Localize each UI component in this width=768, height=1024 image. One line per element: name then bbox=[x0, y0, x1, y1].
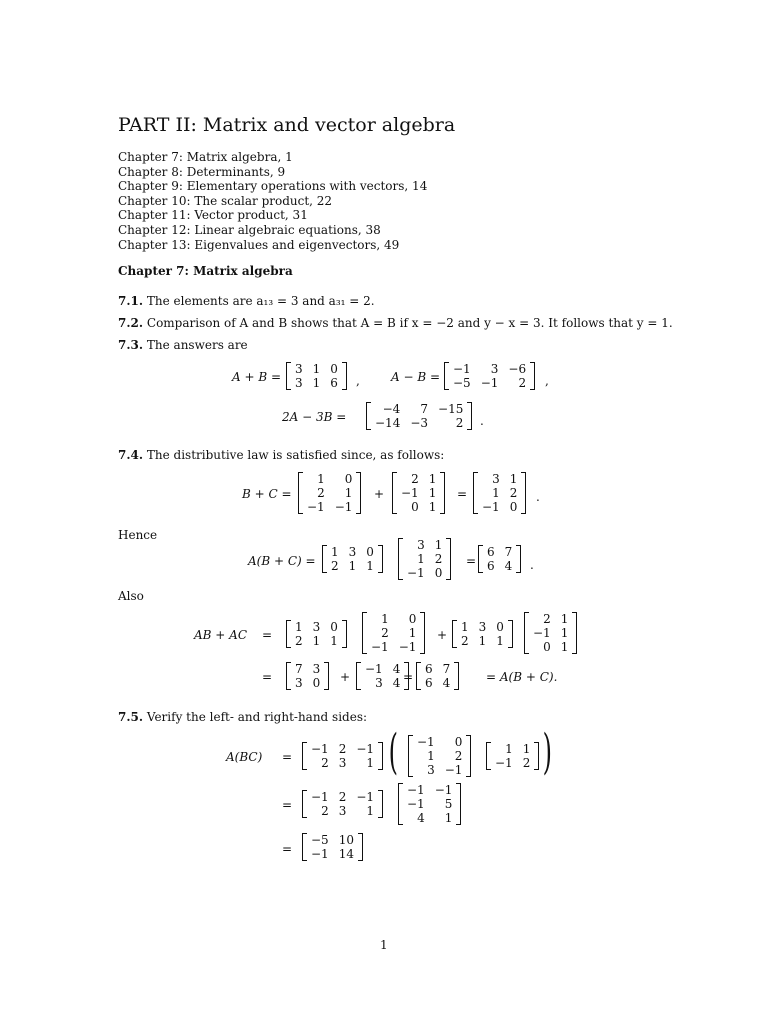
matrix bbox=[370, 402, 468, 430]
matrix-cell: 1 bbox=[408, 626, 417, 640]
problem-7-1 bbox=[118, 294, 375, 308]
matrix-row bbox=[290, 620, 343, 634]
toc-item: Chapter 10: The scalar product, 22 bbox=[118, 193, 333, 208]
matrix-row bbox=[302, 500, 357, 514]
matrix-row bbox=[326, 559, 379, 573]
matrix-table bbox=[490, 742, 535, 770]
matrix-cell: −14 bbox=[375, 416, 401, 430]
matrix bbox=[477, 472, 522, 514]
matrix-cell: 0 bbox=[543, 640, 551, 654]
matrix-cell: −3 bbox=[410, 416, 429, 430]
part-title: PART II: Matrix and vector algebra bbox=[118, 114, 456, 136]
matrix-cell: −4 bbox=[382, 402, 401, 416]
matrix-cell: −1 bbox=[401, 486, 419, 500]
matrix-cell: 1 bbox=[366, 804, 375, 818]
matrix-row bbox=[448, 362, 531, 376]
matrix bbox=[290, 620, 343, 648]
matrix bbox=[326, 545, 379, 573]
matrix-cell: 7 bbox=[420, 402, 429, 416]
matrix-row bbox=[290, 376, 343, 390]
matrix-table bbox=[456, 620, 509, 648]
matrix-row bbox=[290, 362, 343, 376]
matrix bbox=[360, 662, 405, 690]
matrix-row bbox=[420, 662, 455, 676]
eq-label: A(B + C) = bbox=[248, 554, 316, 568]
matrix-row bbox=[396, 472, 441, 486]
matrix-row bbox=[402, 783, 457, 797]
matrix-cell: 1 bbox=[560, 640, 569, 654]
equals: = bbox=[262, 628, 273, 642]
matrix-row bbox=[366, 640, 421, 654]
matrix-table bbox=[290, 620, 343, 648]
matrix-cell: 6 bbox=[425, 676, 433, 690]
matrix-cell: 14 bbox=[338, 847, 354, 861]
matrix-row bbox=[490, 756, 535, 770]
matrix-cell: −6 bbox=[508, 362, 527, 376]
matrix-cell: 4 bbox=[417, 811, 425, 825]
matrix-row bbox=[448, 376, 531, 390]
matrix-cell: 2 bbox=[321, 804, 329, 818]
matrix bbox=[412, 735, 467, 777]
matrix-cell: 3 bbox=[490, 362, 499, 376]
matrix-row bbox=[302, 486, 357, 500]
period: . bbox=[536, 490, 540, 504]
matrix-table bbox=[448, 362, 531, 390]
chapter-heading: Chapter 7: Matrix algebra bbox=[118, 264, 293, 278]
matrix-cell: 1 bbox=[312, 362, 321, 376]
matrix-cell: 0 bbox=[330, 620, 338, 634]
problem-7-2 bbox=[118, 316, 673, 330]
matrix-cell: 2 bbox=[295, 634, 303, 648]
matrix-row bbox=[412, 749, 467, 763]
toc-item: Chapter 13: Eigenvalues and eigenvectors, 49 bbox=[118, 237, 400, 252]
matrix-cell: 7 bbox=[442, 662, 451, 676]
matrix-cell: 2 bbox=[454, 749, 463, 763]
matrix-row bbox=[306, 804, 379, 818]
matrix-row bbox=[477, 472, 522, 486]
matrix-cell: 6 bbox=[330, 376, 338, 390]
matrix-table bbox=[302, 472, 357, 514]
matrix-row bbox=[326, 545, 379, 559]
matrix-cell: 3 bbox=[295, 362, 303, 376]
matrix-cell: 2 bbox=[434, 552, 443, 566]
matrix-row bbox=[412, 763, 467, 777]
equals: = bbox=[282, 842, 293, 856]
matrix-cell: −1 bbox=[407, 783, 425, 797]
matrix-table bbox=[412, 735, 467, 777]
matrix-cell: −1 bbox=[307, 500, 325, 514]
matrix-table bbox=[477, 472, 522, 514]
matrix bbox=[396, 472, 441, 514]
matrix-cell: 3 bbox=[312, 620, 321, 634]
comma: , bbox=[545, 374, 549, 388]
toc-item: Chapter 11: Vector product, 31 bbox=[118, 208, 308, 223]
matrix-cell: 1 bbox=[366, 756, 375, 770]
matrix-cell: 3 bbox=[492, 472, 500, 486]
problem-number: 7.3. bbox=[118, 338, 144, 352]
matrix-cell: 1 bbox=[312, 634, 321, 648]
matrix-cell: −1 bbox=[495, 756, 513, 770]
equals: = bbox=[262, 670, 273, 684]
problem-number: 7.5. bbox=[118, 710, 144, 724]
toc-item: Chapter 8: Determinants, 9 bbox=[118, 164, 286, 179]
matrix-row bbox=[402, 811, 457, 825]
matrix-cell: −15 bbox=[438, 402, 464, 416]
matrix bbox=[482, 545, 517, 573]
matrix-cell: 1 bbox=[317, 472, 325, 486]
matrix-row bbox=[412, 735, 467, 749]
matrix-row bbox=[490, 742, 535, 756]
matrix-cell: 3 bbox=[427, 763, 435, 777]
problem-number: 7.1. bbox=[118, 294, 144, 308]
matrix-cell: −1 bbox=[371, 640, 389, 654]
matrix bbox=[306, 742, 379, 770]
matrix-cell: 1 bbox=[417, 552, 425, 566]
matrix-cell: −5 bbox=[311, 833, 329, 847]
matrix-cell: 0 bbox=[330, 362, 338, 376]
problem-text: Verify the left- and right-hand sides: bbox=[146, 710, 368, 724]
matrix-table bbox=[482, 545, 517, 573]
matrix-cell: 0 bbox=[454, 735, 463, 749]
matrix-cell: 7 bbox=[504, 545, 513, 559]
matrix-cell: 4 bbox=[392, 676, 401, 690]
matrix bbox=[528, 612, 573, 654]
problem-7-3 bbox=[118, 338, 248, 352]
matrix-cell: 2 bbox=[317, 486, 325, 500]
matrix-cell: −1 bbox=[482, 500, 500, 514]
matrix-cell: 5 bbox=[444, 797, 453, 811]
matrix-row bbox=[456, 620, 509, 634]
matrix-cell: −1 bbox=[334, 500, 353, 514]
result-text: = A(B + C). bbox=[486, 670, 558, 684]
equals: = bbox=[466, 554, 477, 568]
eq-label: A − B = bbox=[391, 370, 441, 384]
matrix-cell: 3 bbox=[338, 756, 347, 770]
matrix-cell: −1 bbox=[356, 790, 375, 804]
equals: = bbox=[282, 798, 293, 812]
matrix-cell: 1 bbox=[427, 749, 435, 763]
matrix-row bbox=[306, 790, 379, 804]
matrix-cell: 2 bbox=[321, 756, 329, 770]
matrix-row bbox=[528, 612, 573, 626]
matrix-cell: 2 bbox=[461, 634, 469, 648]
problem-text: The elements are a₁₃ = 3 and a₃₁ = 2. bbox=[146, 294, 375, 308]
matrix-cell: 3 bbox=[348, 545, 357, 559]
eq-label: B + C = bbox=[242, 487, 292, 501]
matrix bbox=[448, 362, 531, 390]
matrix bbox=[402, 538, 447, 580]
matrix-row bbox=[302, 472, 357, 486]
matrix-cell: 1 bbox=[295, 620, 303, 634]
matrix-table bbox=[396, 472, 441, 514]
matrix-row bbox=[360, 676, 405, 690]
matrix-cell: 0 bbox=[434, 566, 443, 580]
matrix-cell: 1 bbox=[428, 500, 437, 514]
hence-label: Hence bbox=[118, 528, 158, 542]
matrix-cell: 4 bbox=[504, 559, 513, 573]
equals: = bbox=[403, 670, 414, 684]
matrix-cell: −1 bbox=[533, 626, 551, 640]
matrix-cell: 0 bbox=[366, 545, 374, 559]
equals: = bbox=[457, 487, 468, 501]
matrix-cell: −1 bbox=[453, 362, 471, 376]
matrix-row bbox=[420, 676, 455, 690]
matrix-row bbox=[477, 486, 522, 500]
matrix-cell: −1 bbox=[311, 790, 329, 804]
matrix-cell: 0 bbox=[408, 612, 417, 626]
equals: = bbox=[282, 750, 293, 764]
matrix-table bbox=[402, 783, 457, 825]
matrix-row bbox=[528, 640, 573, 654]
eq-label: 2A − 3B = bbox=[282, 410, 347, 424]
matrix-cell: 0 bbox=[312, 676, 321, 690]
toc-item: Chapter 7: Matrix algebra, 1 bbox=[118, 150, 293, 164]
matrix-cell: −1 bbox=[417, 735, 435, 749]
matrix-row bbox=[396, 486, 441, 500]
matrix-row bbox=[402, 566, 447, 580]
matrix-cell: 4 bbox=[392, 662, 401, 676]
matrix-table bbox=[306, 790, 379, 818]
matrix-row bbox=[402, 797, 457, 811]
matrix-table bbox=[370, 402, 468, 430]
matrix-cell: −1 bbox=[365, 662, 383, 676]
matrix-row bbox=[456, 634, 509, 648]
matrix-row bbox=[482, 545, 517, 559]
matrix-table bbox=[326, 545, 379, 573]
matrix-cell: 0 bbox=[411, 500, 419, 514]
matrix-cell: 2 bbox=[411, 472, 419, 486]
matrix-row bbox=[290, 634, 343, 648]
matrix-row bbox=[306, 847, 359, 861]
period: . bbox=[480, 414, 484, 428]
matrix-cell: 1 bbox=[492, 486, 500, 500]
matrix-cell: 2 bbox=[509, 486, 518, 500]
matrix bbox=[306, 790, 379, 818]
matrix-row bbox=[402, 552, 447, 566]
problem-text: The distributive law is satisfied since, as follows: bbox=[146, 448, 445, 462]
matrix-cell: 1 bbox=[505, 742, 513, 756]
matrix-cell: 1 bbox=[444, 811, 453, 825]
matrix-cell: −5 bbox=[453, 376, 471, 390]
matrix bbox=[420, 662, 455, 690]
matrix-row bbox=[482, 559, 517, 573]
matrix-row bbox=[306, 742, 379, 756]
matrix bbox=[302, 472, 357, 514]
matrix bbox=[456, 620, 509, 648]
matrix-cell: −1 bbox=[398, 640, 417, 654]
matrix-cell: 1 bbox=[434, 538, 443, 552]
matrix-cell: 3 bbox=[295, 376, 303, 390]
matrix bbox=[290, 662, 325, 690]
also-label: Also bbox=[118, 589, 144, 603]
matrix-cell: 1 bbox=[560, 626, 569, 640]
matrix-cell: 3 bbox=[295, 676, 303, 690]
matrix-cell: 1 bbox=[428, 486, 437, 500]
matrix bbox=[306, 833, 359, 861]
matrix-cell: 1 bbox=[330, 634, 338, 648]
matrix-cell: −1 bbox=[480, 376, 499, 390]
matrix-cell: 1 bbox=[428, 472, 437, 486]
matrix-row bbox=[290, 662, 325, 676]
problem-text: The answers are bbox=[146, 338, 248, 352]
matrix-cell: 6 bbox=[425, 662, 433, 676]
matrix-row bbox=[396, 500, 441, 514]
matrix-cell: 2 bbox=[455, 416, 464, 430]
matrix-cell: 1 bbox=[366, 559, 374, 573]
matrix-cell: 1 bbox=[461, 620, 469, 634]
matrix-cell: 3 bbox=[417, 538, 425, 552]
plus: + bbox=[437, 628, 448, 642]
toc-item: Chapter 12: Linear algebraic equations, 38 bbox=[118, 222, 381, 237]
matrix-cell: 0 bbox=[509, 500, 518, 514]
matrix-cell: −1 bbox=[356, 742, 375, 756]
matrix-cell: 2 bbox=[331, 559, 339, 573]
matrix-table bbox=[290, 362, 343, 390]
matrix-cell: 4 bbox=[442, 676, 451, 690]
matrix-cell: 1 bbox=[509, 472, 518, 486]
matrix-row bbox=[366, 626, 421, 640]
page-number: 1 bbox=[380, 938, 388, 952]
matrix-table bbox=[366, 612, 421, 654]
eq-label: AB + AC bbox=[194, 628, 248, 642]
matrix-cell: −1 bbox=[434, 783, 453, 797]
eq-label: A + B = bbox=[232, 370, 282, 384]
matrix-cell: 1 bbox=[344, 486, 353, 500]
matrix-cell: 6 bbox=[487, 545, 495, 559]
matrix-cell: 7 bbox=[295, 662, 303, 676]
matrix-table bbox=[528, 612, 573, 654]
toc-item: Chapter 9: Elementary operations with vectors, 14 bbox=[118, 179, 428, 194]
matrix-cell: −1 bbox=[407, 566, 425, 580]
matrix-row bbox=[306, 833, 359, 847]
matrix-cell: 0 bbox=[496, 620, 504, 634]
matrix-cell: 1 bbox=[381, 612, 389, 626]
matrix-cell: 3 bbox=[338, 804, 347, 818]
matrix-row bbox=[370, 416, 468, 430]
matrix-cell: 2 bbox=[543, 612, 551, 626]
period: . bbox=[530, 558, 534, 572]
matrix-table bbox=[290, 662, 325, 690]
matrix-row bbox=[370, 402, 468, 416]
matrix-cell: −1 bbox=[407, 797, 425, 811]
table-of-contents bbox=[118, 150, 427, 252]
matrix-cell: 2 bbox=[338, 742, 347, 756]
matrix-cell: 1 bbox=[478, 634, 487, 648]
problem-7-4 bbox=[118, 448, 444, 462]
matrix bbox=[366, 612, 421, 654]
matrix-cell: 2 bbox=[338, 790, 347, 804]
matrix-table bbox=[306, 742, 379, 770]
matrix-table bbox=[420, 662, 455, 690]
matrix-cell: 1 bbox=[348, 559, 357, 573]
matrix-cell: 10 bbox=[338, 833, 354, 847]
matrix-cell: 0 bbox=[344, 472, 353, 486]
matrix-cell: 1 bbox=[496, 634, 504, 648]
matrix-row bbox=[290, 676, 325, 690]
matrix-row bbox=[477, 500, 522, 514]
matrix bbox=[402, 783, 457, 825]
matrix-cell: 2 bbox=[381, 626, 389, 640]
matrix-row bbox=[528, 626, 573, 640]
matrix-cell: −1 bbox=[311, 742, 329, 756]
left-paren: ( bbox=[388, 724, 399, 780]
matrix-cell: 1 bbox=[312, 376, 321, 390]
matrix-cell: 3 bbox=[478, 620, 487, 634]
problem-7-5 bbox=[118, 710, 367, 724]
matrix-row bbox=[306, 756, 379, 770]
problem-text: Comparison of A and B shows that A = B if x = −2 and y − x = 3. It follows that y = 1. bbox=[146, 316, 673, 330]
plus: + bbox=[374, 487, 385, 501]
matrix-cell: 1 bbox=[331, 545, 339, 559]
comma: , bbox=[356, 374, 360, 388]
matrix-row bbox=[360, 662, 405, 676]
matrix-cell: 3 bbox=[375, 676, 383, 690]
right-paren: ) bbox=[542, 724, 553, 780]
matrix-cell: 2 bbox=[518, 376, 527, 390]
matrix bbox=[490, 742, 535, 770]
matrix bbox=[290, 362, 343, 390]
matrix-cell: 1 bbox=[560, 612, 569, 626]
problem-number: 7.4. bbox=[118, 448, 144, 462]
eq-label: A(BC) bbox=[226, 750, 263, 764]
matrix-table bbox=[402, 538, 447, 580]
matrix-table bbox=[360, 662, 405, 690]
matrix-cell: −1 bbox=[444, 763, 463, 777]
matrix-cell: 1 bbox=[522, 742, 531, 756]
matrix-cell: −1 bbox=[311, 847, 329, 861]
matrix-table bbox=[306, 833, 359, 861]
matrix-cell: 2 bbox=[522, 756, 531, 770]
matrix-cell: 6 bbox=[487, 559, 495, 573]
matrix-cell: 3 bbox=[312, 662, 321, 676]
matrix-row bbox=[402, 538, 447, 552]
plus: + bbox=[340, 670, 351, 684]
matrix-row bbox=[366, 612, 421, 626]
problem-number: 7.2. bbox=[118, 316, 144, 330]
